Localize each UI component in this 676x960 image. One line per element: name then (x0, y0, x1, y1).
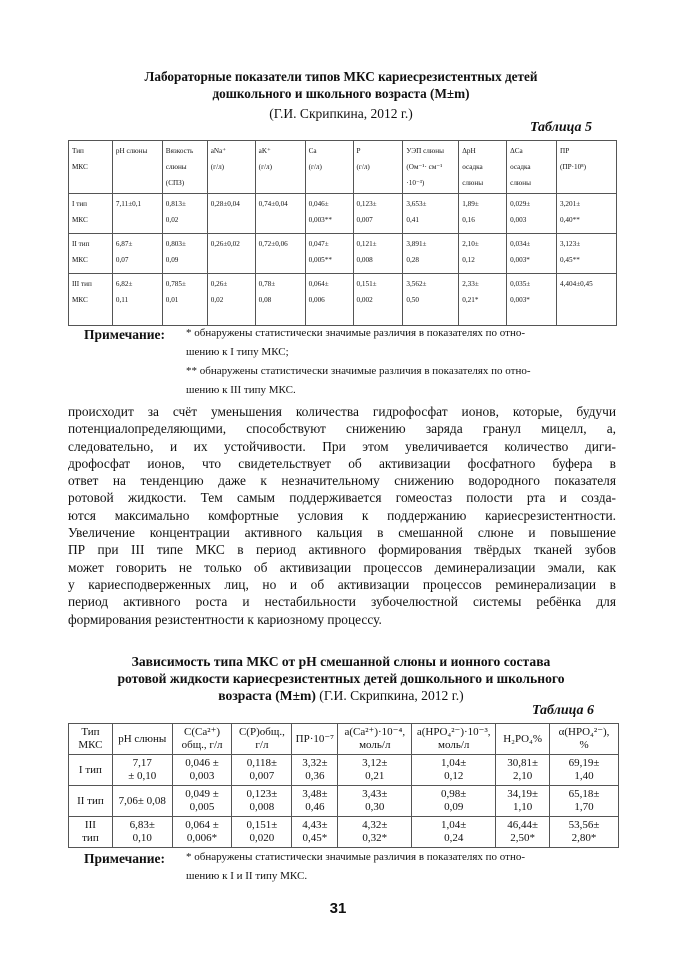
cell-text: 0,50 (406, 296, 419, 304)
note-line: ** обнаружены статистически значимые различия в показателях по отно- (186, 365, 531, 377)
cell-text: ± 0,10 (128, 770, 157, 782)
cell-text: 0,32* (362, 832, 388, 844)
table6-header-cell (172, 724, 232, 755)
table5-cell (207, 274, 255, 326)
cell-text: 3,562± (406, 280, 427, 288)
cell-text: 3,48± (302, 788, 328, 800)
cell-text: 1,40 (574, 770, 594, 782)
cell-text: 65,18± (568, 788, 600, 800)
cell-text: 0,21 (365, 770, 385, 782)
table6-note-label: Примечание: (84, 851, 166, 866)
cell-text: 0,123± (246, 788, 278, 800)
table6-cell (412, 755, 496, 786)
table5-cell (353, 234, 403, 274)
cell-text: aK⁺ (258, 147, 271, 155)
cell-text: 0,007 (249, 770, 275, 782)
table5-header-cell (353, 141, 403, 194)
cell-text: 1,04± (441, 757, 467, 769)
table5-cell (507, 194, 557, 234)
table6-header-cell (338, 724, 412, 755)
body-line: ротовой жидкости. Тем самым поддерживается гомеостаз полости рта и созда- (68, 490, 616, 506)
table5-cell (162, 234, 207, 274)
cell-text: 0,064± (308, 280, 329, 288)
cell-text: осадка (510, 163, 531, 171)
cell-text: 0,36 (305, 770, 325, 782)
body-line: следовательно, и их устойчивости. При этом увеличивается количество диги- (68, 438, 616, 454)
cell-text: 0,006* (186, 832, 218, 844)
cell-text: 0,003* (510, 296, 530, 304)
table5-cell (403, 234, 459, 274)
cell-text: тип (82, 832, 99, 844)
cell-text: P (356, 147, 361, 155)
cell-text: 3,123± (560, 240, 581, 248)
table6-header-cell (232, 724, 292, 755)
cell-text: 0,09 (165, 256, 179, 264)
cell-text: 0,049 ± (185, 788, 219, 800)
table5-note-label: Примечание: (84, 327, 166, 342)
cell-text: ΔpH (462, 147, 476, 155)
table5-title-line: дошкольного и школьного возраста (М±m) (212, 86, 470, 101)
cell-text: ·10⁻³) (406, 179, 425, 187)
table6-cell (172, 786, 232, 817)
cell-text: 0,046± (308, 200, 329, 208)
table5-header-cell (507, 141, 557, 194)
cell-text: % (579, 739, 589, 751)
cell-text: 3,12± (362, 757, 388, 769)
table5-header-cell (459, 141, 507, 194)
table5-title (66, 68, 616, 102)
cell-text: 46,44± (507, 819, 539, 831)
cell-text: aNa⁺ (210, 147, 227, 155)
cell-text: II тип (77, 794, 104, 807)
table5-cell (255, 274, 305, 326)
table5-source: (Г.И. Скрипкина, 2012 г.) (269, 106, 413, 121)
cell-text: 0,45* (302, 832, 328, 844)
body-line: происходит за счёт уменьшения количества гидрофосфат ионов, которые, будучи (68, 404, 616, 419)
cell-text: 2,80* (571, 832, 597, 844)
table5-header-cell (557, 141, 617, 194)
cell-text: 53,56± (568, 819, 600, 831)
table5-cell (305, 234, 353, 274)
cell-text: Тип (81, 726, 100, 738)
cell-text: 0,034± (510, 240, 531, 248)
table6-title-line (66, 687, 616, 704)
table5-cell (305, 194, 353, 234)
table5-cell (69, 274, 113, 326)
body-line: может говорить не только об активизации процессов деминерализации эмали, как (68, 559, 616, 575)
body-line: ответ на тенденцию даже к незначительному снижению водородного показателя (68, 473, 616, 489)
cell-text: 0,45** (560, 256, 580, 264)
cell-text: 0,21* (462, 296, 479, 304)
cell-text: 6,87± (115, 240, 133, 248)
table6-cell (496, 786, 550, 817)
cell-text: 0,12 (444, 770, 464, 782)
cell-text: a(HPO₄²⁻)·10⁻³, (416, 726, 491, 738)
note-line: шению к III типу МКС. (186, 384, 296, 396)
cell-text: I тип (72, 200, 88, 208)
table5-cell (69, 234, 113, 274)
cell-text: 0,28±0,04 (210, 200, 240, 208)
table6-cell (338, 817, 412, 848)
table5-cell (459, 234, 507, 274)
cell-text: 0,28 (406, 256, 419, 264)
table6-source: (Г.И. Скрипкина, 2012 г.) (315, 688, 464, 703)
table5-header-cell (207, 141, 255, 194)
table5-header-cell (403, 141, 459, 194)
table5-cell (255, 194, 305, 234)
cell-text: слюны (462, 179, 484, 187)
table6-cell (232, 786, 292, 817)
cell-text: 0,09 (444, 801, 464, 813)
cell-text: 0,74±0,04 (258, 200, 288, 208)
table5-cell (557, 234, 617, 274)
cell-text: 0,01 (165, 296, 179, 304)
cell-text: 3,891± (406, 240, 427, 248)
body-line: период активного роста и нестабильности зубочелюстной системы ребёнка для (68, 594, 616, 610)
cell-text: 0,029± (510, 200, 531, 208)
table5-row (69, 234, 617, 274)
table5 (68, 140, 617, 326)
table6-cell (69, 817, 113, 848)
table5-header-cell (69, 141, 113, 194)
cell-text: 0,46 (305, 801, 325, 813)
table5-header-cell (255, 141, 305, 194)
cell-text: 30,81± (507, 757, 539, 769)
cell-text: 0,78± (258, 280, 276, 288)
cell-text: Тип (72, 147, 84, 155)
table6-cell (292, 786, 338, 817)
table6-caption: Таблица 6 (532, 703, 594, 718)
cell-text: ΔCa (510, 147, 523, 155)
table5-caption: Таблица 5 (530, 120, 592, 135)
cell-text: 0,41 (406, 216, 419, 224)
cell-text: 3,43± (362, 788, 388, 800)
table5-note (186, 324, 531, 400)
cell-text: УЭП слюны (406, 147, 444, 155)
table5-cell (162, 194, 207, 234)
cell-text: III тип (72, 280, 92, 288)
cell-text: pH слюны (115, 147, 148, 155)
table5-cell (305, 274, 353, 326)
cell-text: 0,003** (308, 216, 332, 224)
cell-text: 0,26± (210, 280, 228, 288)
cell-text: 0,118± (246, 757, 278, 769)
cell-text: 0,005 (189, 801, 215, 813)
table6-cell (292, 817, 338, 848)
cell-text: 7,06± 0,08 (118, 794, 166, 807)
cell-text: 0,047± (308, 240, 329, 248)
cell-text: 0,30 (365, 801, 385, 813)
cell-text: 0,02 (210, 296, 224, 304)
cell-text: (г/л) (356, 163, 370, 171)
table5-cell (459, 274, 507, 326)
cell-text: 0,12 (462, 256, 475, 264)
table5-cell (255, 234, 305, 274)
table6-cell (112, 817, 172, 848)
cell-text: 0,006 (308, 296, 325, 304)
body-paragraph (68, 403, 616, 628)
cell-text: 2,10± (462, 240, 479, 248)
table6-cell (232, 755, 292, 786)
table6-cell (172, 755, 232, 786)
body-line: формирования резистентности к кариозному процессу. (68, 611, 382, 627)
table5-cell (507, 274, 557, 326)
table5-header-cell (112, 141, 162, 194)
cell-text: (ПР·10⁸) (560, 163, 587, 171)
table6-cell (550, 755, 619, 786)
cell-text: 0,10 (132, 832, 152, 844)
cell-text: 0,07 (115, 256, 129, 264)
table5-header-cell (305, 141, 353, 194)
cell-text: 0,26±0,02 (210, 240, 240, 248)
table6-row (69, 786, 619, 817)
table6-cell (338, 755, 412, 786)
table5-cell (557, 194, 617, 234)
body-line: потенциалопределяющими, способствуют снижению заряда гранул мицелл, а, (68, 421, 616, 437)
cell-text: I тип (78, 763, 102, 776)
cell-text: 0,007 (356, 216, 373, 224)
table6-title-line: ротовой жидкости кариесрезистентных детей дошкольного и школьного (117, 671, 565, 686)
cell-text: 0,003* (510, 256, 530, 264)
cell-text: 1,89± (462, 200, 479, 208)
note-line: * обнаружены статистически значимые различия в показателях по отно- (186, 327, 526, 339)
table5-cell (112, 194, 162, 234)
cell-text: 69,19± (568, 757, 600, 769)
cell-text: 0,005** (308, 256, 332, 264)
cell-text: 0,813± (165, 200, 186, 208)
cell-text: МКС (78, 739, 103, 751)
table6-cell (172, 817, 232, 848)
cell-text: 6,83± (129, 819, 155, 831)
cell-text: слюны (165, 163, 187, 171)
note-line: шению к I типу МКС; (186, 346, 289, 358)
cell-text: 0,002 (356, 296, 373, 304)
cell-text: 0,02 (165, 216, 179, 224)
table5-cell (207, 234, 255, 274)
cell-text: 0,020 (249, 832, 275, 844)
cell-text: 0,40** (560, 216, 580, 224)
cell-text: 34,19± (507, 788, 539, 800)
cell-text: 0,008 (249, 801, 275, 813)
cell-text: 0,008 (356, 256, 373, 264)
table6-header-cell (496, 724, 550, 755)
cell-text: 0,003 (510, 216, 527, 224)
cell-text: МКС (72, 256, 88, 264)
table6-note (186, 848, 525, 886)
cell-text: ПР·10⁻⁷ (295, 732, 335, 745)
table6-header-cell (112, 724, 172, 755)
cell-text: 0,121± (356, 240, 377, 248)
cell-text: 0,98± (441, 788, 467, 800)
cell-text: МКС (72, 296, 88, 304)
table5-cell (112, 234, 162, 274)
cell-text: МКС (72, 216, 88, 224)
cell-text: 6,82± (115, 280, 133, 288)
cell-text: H₂PO₄% (503, 732, 543, 745)
body-line: Увеличение концентрации активного кальция в смешанной слюне и повышение (68, 525, 616, 541)
cell-text: 1,10 (512, 801, 533, 813)
cell-text: 7,11±0,1 (115, 200, 142, 208)
note-line: шению к I и II типу МКС. (186, 870, 308, 882)
table5-cell (507, 234, 557, 274)
table6-header-cell (550, 724, 619, 755)
table6-cell (292, 755, 338, 786)
cell-text: 7,17 (132, 757, 152, 769)
table5-cell (207, 194, 255, 234)
body-line: ются максимально комфортные условия к поддержанию кариесрезистентности. (68, 507, 616, 523)
cell-text: МКС (72, 163, 88, 171)
cell-text: 4,43± (302, 819, 328, 831)
cell-text: слюны (510, 179, 531, 187)
cell-text: Ca (308, 147, 317, 155)
table6-cell (550, 786, 619, 817)
cell-text: 2,10 (512, 770, 533, 782)
cell-text: 0,24 (444, 832, 464, 844)
table6-header-cell (412, 724, 496, 755)
table6-cell (338, 786, 412, 817)
cell-text: 3,653± (406, 200, 427, 208)
cell-text: 1,70 (574, 801, 594, 813)
cell-text: моль/л (359, 739, 391, 751)
cell-text: a(Ca²⁺)·10⁻⁴, (344, 726, 406, 738)
body-line: у кариесподверженных лиц, но и об активизации процессов реминерализации в (68, 576, 616, 592)
cell-text: 2,50* (510, 832, 535, 844)
table5-cell (403, 194, 459, 234)
cell-text: (г/л) (210, 163, 225, 171)
table6-cell (69, 755, 113, 786)
table5-cell (353, 194, 403, 234)
cell-text: 0,08 (258, 296, 272, 304)
cell-text: 1,04± (441, 819, 467, 831)
table5-cell (459, 194, 507, 234)
cell-text: моль/л (438, 739, 470, 751)
body-line: ПР при III типе МКС в период активного формирования твёрдых тканей зубов (68, 542, 616, 558)
table5-header-row (69, 141, 617, 194)
cell-text: III (84, 819, 96, 831)
cell-text: 2,33± (462, 280, 479, 288)
table6-cell (112, 755, 172, 786)
cell-text: 3,32± (302, 757, 328, 769)
cell-text: (г/л) (308, 163, 322, 171)
table6-title-bold: возраста (М±m) (218, 688, 316, 703)
cell-text: 0,003 (189, 770, 215, 782)
table5-cell (162, 274, 207, 326)
cell-text: 4,32± (362, 819, 388, 831)
cell-text: осадка (462, 163, 483, 171)
table6-header-cell (292, 724, 338, 755)
cell-text: 0,151± (246, 819, 278, 831)
cell-text: (Ом⁻¹· см⁻¹ (406, 163, 443, 171)
table5-cell (403, 274, 459, 326)
table5-title-line: Лабораторные показатели типов МКС кариесрезистентных детей (144, 69, 538, 84)
table6-header-cell (69, 724, 113, 755)
table6-cell (69, 786, 113, 817)
cell-text: pH слюны (118, 732, 167, 745)
cell-text: 0,046 ± (185, 757, 219, 769)
cell-text: (г/л) (258, 163, 272, 171)
table6-cell (496, 755, 550, 786)
page-number: 31 (329, 900, 347, 917)
table5-cell (69, 194, 113, 234)
cell-text: C(P)общ., (238, 726, 285, 738)
cell-text: г/л (255, 739, 269, 751)
table5-header-cell (162, 141, 207, 194)
table6-cell (112, 786, 172, 817)
table6-title (66, 653, 616, 704)
table5-cell (353, 274, 403, 326)
table6-cell (412, 786, 496, 817)
cell-text: 0,123± (356, 200, 377, 208)
table6-cell (412, 817, 496, 848)
table5-cell (112, 274, 162, 326)
table6-cell (550, 817, 619, 848)
cell-text: 0,035± (510, 280, 531, 288)
cell-text: общ., г/л (181, 739, 223, 751)
table6-title-line: Зависимость типа МКС от рН смешанной слюны и ионного состава (131, 654, 551, 669)
table6 (68, 723, 619, 848)
cell-text: 0,151± (356, 280, 377, 288)
cell-text: 3,201± (560, 200, 581, 208)
cell-text: 0,11 (115, 296, 129, 304)
cell-text: 0,785± (165, 280, 186, 288)
note-line: * обнаружены статистически значимые различия в показателях по отно- (186, 851, 526, 863)
cell-text: 0,064 ± (185, 819, 219, 831)
table6-row (69, 755, 619, 786)
cell-text: α(HPO₄²⁻), (558, 726, 610, 738)
table6-cell (496, 817, 550, 848)
cell-text: C(Ca²⁺) (184, 726, 221, 738)
cell-text: II тип (72, 240, 90, 248)
cell-text: ПР (560, 147, 570, 155)
table6-row (69, 817, 619, 848)
body-line: дрофосфат ионов, что свидетельствует об активизации фосфатного буфера в (68, 455, 616, 471)
cell-text: Вязкость (165, 147, 194, 155)
table5-row (69, 194, 617, 234)
cell-text: (СПЗ) (165, 179, 185, 187)
cell-text: 4,404±0,45 (560, 280, 593, 288)
cell-text: 0,16 (462, 216, 475, 224)
table6-cell (232, 817, 292, 848)
table5-row (69, 274, 617, 326)
cell-text: 0,803± (165, 240, 186, 248)
table6-header-row (69, 724, 619, 755)
cell-text: 0,72±0,06 (258, 240, 288, 248)
table5-cell (557, 274, 617, 326)
